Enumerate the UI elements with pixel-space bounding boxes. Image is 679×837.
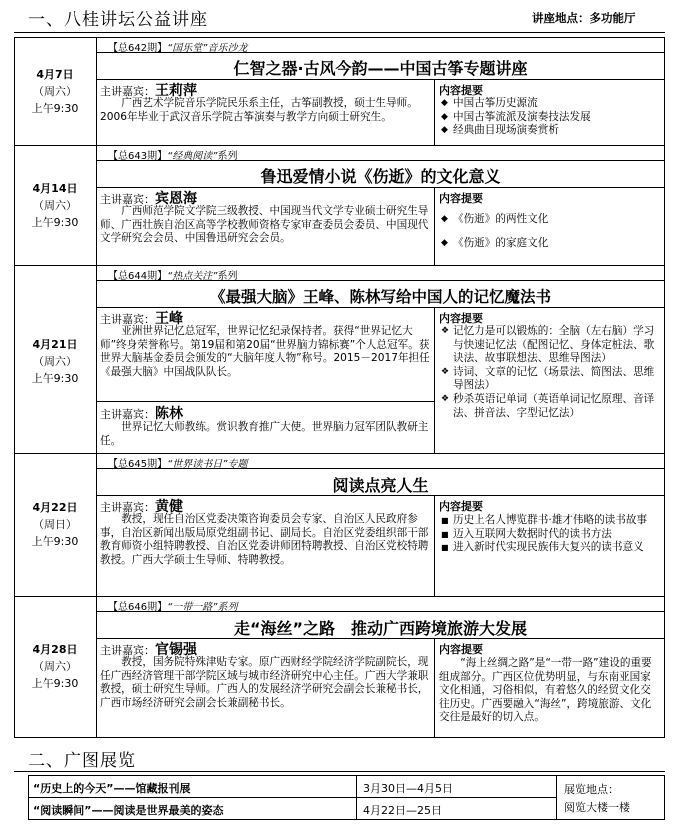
content-item: ❖ 秒杀英语记单词（英语单词记忆原理、音译法、拼音法、字型记忆法） (441, 393, 661, 420)
lecture-date: 4月7日 （周六） 上午9:30 (31, 68, 79, 115)
lecture-date: 4月14日 （周六） 上午9:30 (31, 182, 79, 229)
content-item: ■ 历史上名人博览群书·雄才伟略的读书故事 (441, 514, 661, 528)
lecture-series-tag: 【总645期】“世界读书日”专题 (108, 459, 248, 470)
lecture-date: 4月22日 （周日） 上午9:30 (31, 501, 79, 548)
content-item: ◆ 经典曲目现场演奏赏析 (441, 124, 661, 138)
content-heading: 内容提要 (439, 312, 483, 325)
speaker-heading: 主讲嘉宾：官锡强 (100, 642, 197, 658)
lecture-date: 4月28日 （周六） 上午9:30 (31, 643, 79, 690)
content-item: ◆ 中国古筝历史源流 (441, 97, 661, 111)
lecture-title: 走“海丝”之路 推动广西跨境旅游大发展 (233, 619, 528, 638)
speaker-heading: 主讲嘉宾：陈林 (100, 406, 183, 422)
speaker-heading: 主讲嘉宾：王峰 (100, 311, 183, 327)
speaker-bio: 世界记忆大师教练。赏识教育推广大使。世界脑力冠军团队教研主任。 (100, 421, 429, 447)
speaker-bio: 教授，现任自治区党委决策咨询委员会专家、自治区人民政府参事，自治区新闻出版局原党组副书记、副局长。自治区党委组织部干部教育师资小组特聘教授、自治区党委讲师团特聘教授、自治区党校特聘教授。广西大学硕士生导师、特聘教授。 (100, 513, 429, 566)
section1-title: 一、八桂讲坛公益讲座 (28, 10, 208, 30)
content-item: ❖ 记忆力是可以锻炼的：全脑（左右脑）学习与快速记忆法（配图记忆、身体定桩法、歌诀法、故事联想法、思维导图法） (441, 325, 661, 366)
content-item: ◆ 《伤逝》的家庭文化 (441, 231, 661, 255)
content-heading: 内容提要 (439, 192, 483, 205)
section2-title: 二、广图展览 (28, 751, 136, 771)
lecture-series-tag: 【总644期】“热点关注”系列 (108, 271, 238, 282)
content-list (441, 514, 661, 555)
speaker-bio: 教授，国务院特殊津贴专家。原广西财经学院经济学院副院长，现任广西经济管理干部学院区域与城市经济研究中心主任。广西大学兼职教授，硕士研究生导师。广西人的发展经济学研究会副会长兼秘书长，广西市场经济研究会副会长兼副秘书长。 (100, 656, 429, 709)
lecture-date: 4月21日 （周六） 上午9:30 (31, 338, 79, 385)
speaker-bio: 广西艺术学院音乐学院民乐系主任，古筝副教授，硕士生导师。2006年毕业于武汉音乐学院古筝演奏与教学方向硕士研究生。 (100, 97, 418, 123)
lecture-venue: 讲座地点：多功能厅 (532, 11, 636, 25)
content-heading: 内容提要 (439, 500, 483, 513)
lecture-series-tag: 【总643期】“经典阅读”系列 (108, 151, 238, 162)
speaker-heading: 主讲嘉宾：黄健 (100, 499, 183, 515)
content-list (441, 325, 661, 420)
content-item: ■ 迈入互联网大数据时代的读书方法 (441, 528, 661, 542)
content-item: ◆ 《伤逝》的两性文化 (441, 207, 661, 231)
content-heading: 内容提要 (439, 643, 483, 656)
speaker-bio: 广西师范学院文学院三级教授、中国现当代文学专业硕士研究生导师、广西壮族自治区高等学校教师资格专家审查委员会委员、中国现代文学研究会会员、中国鲁迅研究会会员。 (100, 205, 429, 245)
lecture-title: 阅读点亮人生 (332, 476, 429, 495)
exhibition-dates: 4月22日—25日 (363, 804, 442, 817)
exhibition-name: “历史上的今天”——馆藏报刊展 (33, 782, 191, 795)
content-heading: 内容提要 (439, 84, 483, 97)
lecture-title: 鲁迅爱情小说《伤逝》的文化意义 (260, 167, 501, 186)
content-item: ◆ 中国古筝流派及演奏技法发展 (441, 111, 661, 125)
speaker-heading: 主讲嘉宾：宾恩海 (100, 191, 197, 207)
lecture-series-tag: 【总642期】“国乐堂”音乐沙龙 (108, 43, 248, 54)
content-list (441, 207, 661, 255)
lecture-title: 仁智之器·古风今韵——中国古筝专题讲座 (233, 59, 528, 78)
content-text: “海上丝绸之路”是“一带一路”建设的重要组成部分。广西区位优势明显，与东南亚国家文化相通，习俗相似，有着悠久的经贸文化交往历史。广西要融入“海丝”，跨境旅游、文化交往是最好的切入点。 (439, 657, 652, 724)
speaker-heading: 主讲嘉宾：王莉萍 (100, 83, 197, 99)
exhibition-dates: 3月30日—4月5日 (363, 782, 453, 795)
lecture-title: 《最强大脑》王峰、陈林写给中国人的记忆魔法书 (209, 288, 551, 306)
exhibition-location: 阅览大楼一楼 (564, 801, 630, 814)
speaker-bio: 亚洲世界记忆总冠军，世界记忆纪录保持者。获得“世界记忆大师”终身荣誉称号。第19届和第20届“世界脑力锦标赛”个人总冠军。获世界大脑基金委员会颁发的“大脑年度人物”称号。2015－2017年担任《最强大脑》中国战队队长。 (100, 325, 430, 378)
content-item: ■ 进入新时代实现民族伟大复兴的读书意义 (441, 541, 661, 555)
exhibition-location-label: 展览地点： (564, 783, 619, 796)
content-item: ❖ 诗词、文章的记忆（场景法、简图法、思维导图法） (441, 366, 661, 393)
exhibition-name: “阅读瞬间”——阅读是世界最美的姿态 (33, 804, 224, 817)
lecture-series-tag: 【总646期】“一带一路”系列 (108, 602, 238, 613)
content-list (441, 97, 661, 138)
